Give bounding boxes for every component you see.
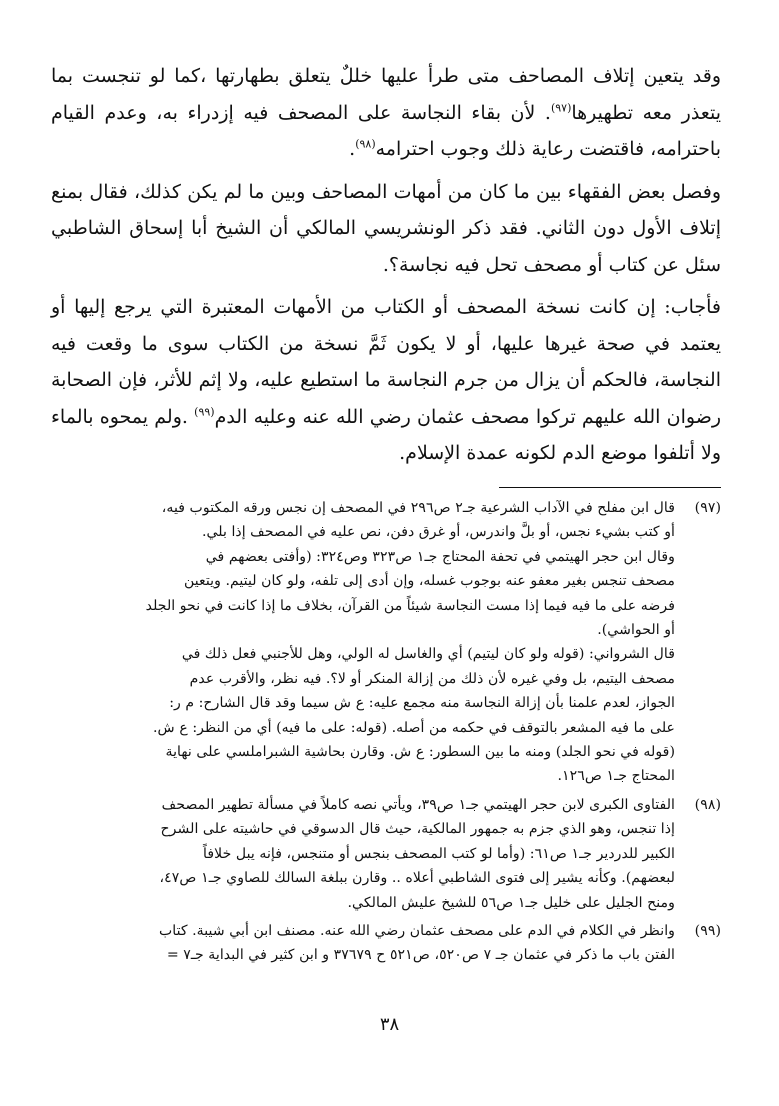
footnote-line: الفتاوى الكبرى لابن حجر الهيتمي جـ١ ص٣٩، ويأتي نصه كاملاً في مسألة تطهير المصحف [161, 796, 675, 813]
footnote-line: قال ابن مفلح في الآداب الشرعية جـ٢ ص٢٩٦ في المصحف إن نجس ورقه المكتوب فيه، [161, 500, 675, 516]
footnote-line: مصحف اليتيم، بل وفي غيره لأن ذلك من إزالة المنكر أو لا؟. فيه نظر، والأقرب عدم [189, 670, 675, 687]
footnote-line: لبعضهم). وكأنه يشير إلى فتوى الشاطبي أعلاه .. وقارن ببلغة السالك للصاوي جـ١ ص٤٧، [159, 870, 675, 887]
footnote-separator [499, 487, 721, 488]
footnote [51, 793, 721, 915]
footnote-number: (٩٩) [694, 922, 721, 939]
footnote-number: (٩٧) [694, 500, 721, 516]
footnote-line: وانظر في الكلام في الدم على مصحف عثمان رضي الله عنه. مصنف ابن أبي شيبة. كتاب [158, 922, 675, 939]
paragraph-text: . [349, 138, 356, 160]
footnote-line: الكبير للدردير جـ١ ص٦١: (وأما لو كتب المصحف بنجس أو متنجس، فإنه يبل خلافاً [203, 845, 675, 862]
footnotes [51, 496, 721, 972]
footnote-line: قال الشرواني: (قوله ولو كان ليتيم) أي والغاسل له الولي، وهل للأجنبي فعل ذلك في [181, 646, 675, 663]
footnote [51, 919, 721, 968]
footnote-line: إذا تنجس، وهو الذي جزم به جمهور المالكية، حيث قال الدسوقي في حاشيته على الشرح [160, 821, 675, 838]
footnote-line: المحتاج جـ١ ص١٢٦. [557, 768, 675, 785]
paragraph-text: . لأن بقاء النجاسة على المصحف فيه إزدراء به، وعدم القيام باحترامه، فاقتضت رعاية ذلك وجوب احترامه [51, 101, 721, 160]
footnote-line: (قوله في نحو الجلد) ومنه ما بين السطور: ع ش. وقارن بحاشية الشبراملسي على نهاية [165, 744, 675, 761]
page-number: ٣٨ [379, 1014, 400, 1035]
paragraph-text: .ولم يمحوه بالماء ولا أتلفوا موضع الدم لكونه عمدة الإسلام. [51, 405, 721, 464]
body-paragraph [51, 289, 721, 472]
footnote-line: الجواز، لعدم علمنا بأن إزالة النجاسة منه مجمع عليه: ع ش سيما وقد قال الشارح: م ر: [169, 695, 675, 712]
footnote-line: وقال ابن حجر الهيتمي في تحفة المحتاج جـ١ ص٣٢٣ وص٣٢٤: (وأفتى بعضهم في [205, 548, 675, 565]
footnote-reference: (٩٨) [355, 137, 376, 151]
paragraph-text: وفصل بعض الفقهاء بين ما كان من أمهات المصاحف وبين ما لم يكن كذلك، فقال بمنع إتلاف الأول دون الثاني. فقد ذكر الونشريسي المالكي أن الشيخ أبا إسحاق الشاطبي سئل عن كتاب أو مصحف تحل فيه نجاسة؟. [51, 180, 721, 276]
paragraph-text: وقد يتعين إتلاف المصاحف متى طرأ عليها خللٌ يتعلق بطهارتها ،كما لو تنجست بما يتعذر معه تطهيرها [51, 65, 721, 124]
footnote-line: الفتن باب ما ذكر في عثمان جـ ٧ ص٥٢٠، ص٥٢١ ح ٣٧٦٧٩ و ابن كثير في البداية جـ٧ = [166, 947, 675, 964]
footnote-line: ومنح الجليل على خليل جـ١ ص٥٦ للشيخ عليش المالكي. [347, 894, 675, 911]
paragraph-text: فأجاب: إن كانت نسخة المصحف أو الكتاب من الأمهات المعتبرة التي يرجع إليها أو يعتمد في صحة غيرها عليها، أو لا يكون ثَمَّ نسخة من الكتاب سوى ما وقعت فيه النجاسة، فالحكم أن يزال من جرم النجاسة ما استطيع عليه، ولا إثم للأثر، فإن الصحابة رضوان الله عليهم تركوا مصحف عثمان رضي الله عنه وعليه الدم [51, 296, 721, 428]
footnote-line: أو كتب بشيء نجس، أو بلَّ واندرس، أو غرق دفن، نص عليه في المصحف إذا بلي. [201, 524, 675, 541]
footnote-line: مصحف تنجس بغير معفو عنه بوجوب غسله، وإن أدى إلى تلفه، ولو كان ليتيم. ويتعين [183, 573, 675, 590]
footnote [51, 496, 721, 789]
body-paragraph [51, 58, 721, 168]
main-text [51, 58, 721, 478]
footnote-reference: (٩٧) [550, 101, 572, 115]
footnote-reference: (٩٩) [194, 405, 215, 419]
footnote-number: (٩٨) [694, 796, 721, 813]
footnote-line: فرضه على ما فيه فيما إذا مست النجاسة شيئاً من القرآن، بخلاف ما إذا كانت في نحو الجلد [145, 597, 675, 614]
footnote-line: أو الحواشي). [597, 622, 675, 639]
body-paragraph [51, 174, 721, 284]
footnote-line: على ما فيه المشعر بالتوقف في حكمه من أصله. (قوله: على ما فيه) أي من النظر: ع ش. [153, 719, 675, 736]
